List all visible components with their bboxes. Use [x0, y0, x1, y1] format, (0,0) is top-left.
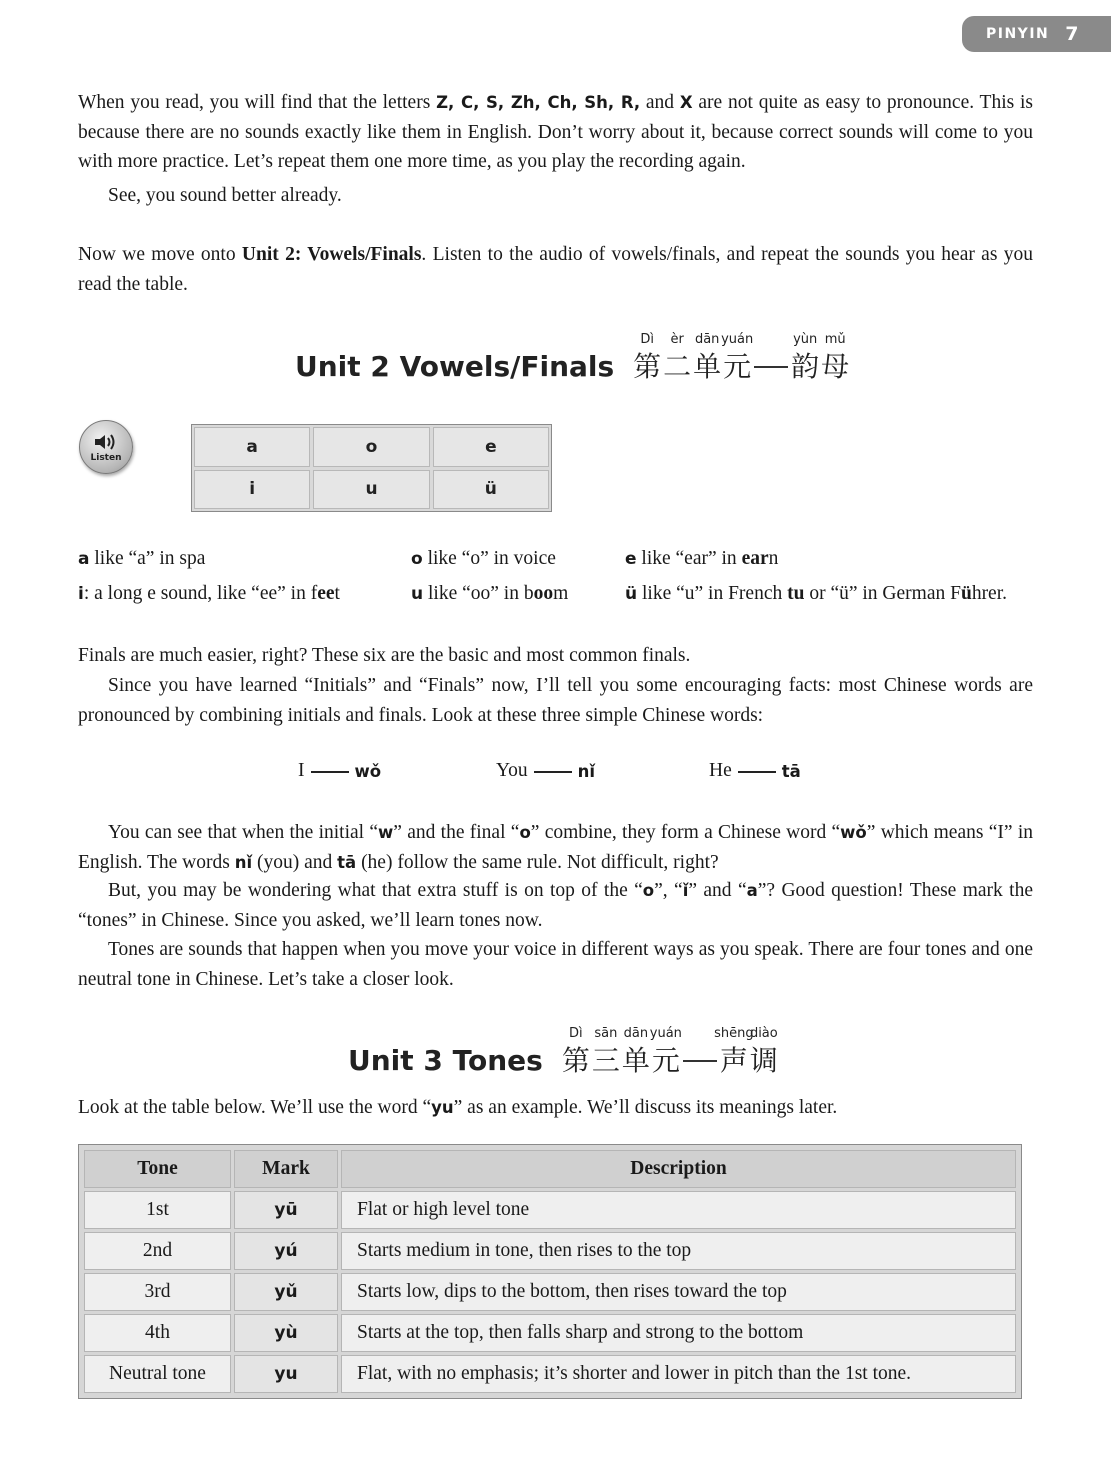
vowel-table [191, 424, 552, 512]
desc-text: like “ear” in [636, 548, 742, 569]
mark-cell: yū [234, 1191, 338, 1229]
vowel-cell: o [313, 427, 429, 467]
body-paragraph-5: Since you have learned “Initials” and “Finals” now, I’ll tell you some encouraging facts: most Chinese words are pronounced by combining initials and finals. Look at these three simple Chinese words: [78, 675, 1033, 726]
bold-letters: Z, C, S, Zh, Ch, Sh, R, [436, 93, 641, 112]
em-dash [683, 1060, 717, 1062]
cn-char [621, 1026, 651, 1078]
unit2-title: Unit 2 Vowels/Finals [295, 350, 615, 383]
vowel-key: a [78, 549, 90, 569]
cn-char [591, 1026, 621, 1078]
body-paragraph-8: Tones are sounds that happen when you move your voice in different ways as you speak. There are four tones and one neutral tone in Chinese. Let’s take a closer look. [78, 939, 1033, 990]
desc-text: hrer. [971, 583, 1008, 604]
vowel-key: o [411, 549, 423, 569]
pinyin: yùn [793, 332, 818, 347]
intro-paragraph-1 [78, 88, 1033, 177]
body-paragraph-7 [78, 876, 1033, 935]
hanzi: 第 [633, 350, 662, 383]
listen-label: Listen [90, 452, 122, 463]
section-label: PINYIN [986, 26, 1050, 42]
page-number: 7 [1065, 23, 1079, 45]
bold-run: yu [431, 1098, 454, 1117]
cn-char [820, 332, 850, 384]
vowel-cell: e [433, 427, 549, 467]
vowel-cell: a [194, 427, 310, 467]
vowel-key: e [625, 549, 637, 569]
listen-button[interactable] [79, 420, 133, 474]
cn-char [722, 332, 752, 384]
table-row [84, 1273, 1016, 1311]
vowel-cell: u [313, 470, 429, 510]
text-run: Look at the table below. We’ll use the word “ [78, 1097, 432, 1118]
cn-char [692, 332, 722, 384]
bold-letter-x: X [679, 93, 693, 112]
hanzi: 单 [693, 350, 722, 383]
pinyin: èr [670, 332, 684, 347]
page-header-tab [962, 16, 1111, 52]
text-run: ” and the final “ [393, 822, 520, 843]
mark-cell: yu [234, 1355, 338, 1393]
cn-char [561, 1026, 591, 1078]
hanzi: 三 [591, 1044, 620, 1077]
header-description: Description [341, 1150, 1016, 1188]
table-row [84, 1232, 1016, 1270]
dash-line [738, 771, 776, 773]
pinyin: mǔ [824, 332, 846, 347]
body-paragraph-6 [78, 818, 1033, 877]
desc-bold: tu [787, 583, 805, 604]
bold-run: w [378, 823, 394, 842]
unit3-intro [78, 1093, 1033, 1123]
mark-cell: yǔ [234, 1273, 338, 1311]
text-run: (he) follow the same rule. Not difficult, right? [356, 851, 719, 873]
desc-text: like “oo” in b [423, 583, 534, 604]
desc-text: t [334, 583, 340, 604]
word-en: He [709, 760, 732, 781]
bold-run: nǐ [234, 852, 253, 872]
vowel-cell: ü [433, 470, 549, 510]
desc-text: m [553, 583, 569, 604]
vowel-desc-o [411, 548, 556, 570]
body-paragraph-4: Finals are much easier, right? These six are the basic and most common finals. [78, 645, 691, 666]
intro-paragraph-2: See, you sound better already. [108, 185, 342, 206]
bold-run: ǐ [682, 881, 689, 900]
hanzi: 单 [621, 1044, 650, 1077]
word-pinyin: nǐ [577, 761, 596, 781]
desc-text: or “ü” in German F [804, 583, 961, 604]
pinyin: diào [749, 1026, 778, 1041]
text-run: But, you may be wondering what that extra stuff is on top of the “ [108, 880, 643, 901]
unit3-title: Unit 3 Tones [348, 1044, 543, 1077]
table-row [84, 1314, 1016, 1352]
bold-unit-ref: Unit 2: Vowels/Finals [241, 244, 422, 265]
bold-run: o [519, 823, 531, 842]
text-run: are not quite as easy to pronounce. This is because there are no sounds exactly like them in English. Don’t worry about it, because correct sounds will come to you with more practice. Let’s repeat them one more time, as you play the recording again. [78, 92, 1034, 172]
tone-table-grid [81, 1147, 1019, 1396]
cn-char [651, 1026, 681, 1078]
tone-cell: 1st [84, 1191, 231, 1229]
vowel-desc-u [411, 583, 568, 605]
cn-char [790, 332, 820, 384]
vowel-desc-u-umlaut [625, 583, 1007, 605]
header-mark: Mark [234, 1150, 338, 1188]
desc-text: n [768, 548, 779, 569]
word-example-i [298, 760, 381, 782]
pinyin: yuán [649, 1026, 682, 1041]
word-example-he [709, 760, 801, 782]
text-run: ”? Good question! These mark the “tones” in Chinese. Since you asked, we’ll learn tones now. [78, 880, 1034, 931]
unit3-chinese-title [561, 1026, 779, 1078]
cn-char [749, 1026, 779, 1078]
desc-bold: ear [741, 548, 769, 569]
desc-text: like “u” in French [637, 583, 788, 604]
word-pinyin: wǒ [354, 761, 382, 781]
mark-cell: yù [234, 1314, 338, 1352]
bold-run: tā [337, 852, 357, 872]
word-en: I [298, 760, 305, 781]
description-cell: Starts at the top, then falls sharp and strong to the bottom [341, 1314, 1016, 1352]
unit2-chinese-title [632, 332, 850, 384]
hanzi: 第 [561, 1044, 590, 1077]
hanzi: 元 [723, 350, 752, 383]
pinyin: Dì [640, 332, 654, 347]
text-run: When you read, you will find that the letters [78, 92, 437, 113]
table-header-row [84, 1150, 1016, 1188]
dash-line [534, 771, 572, 773]
word-en: You [496, 760, 528, 781]
vowel-desc-i [78, 583, 340, 605]
word-example-you [496, 760, 595, 782]
text-run: Now we move onto [78, 244, 242, 265]
hanzi: 二 [663, 350, 692, 383]
tone-cell: 3rd [84, 1273, 231, 1311]
description-cell: Flat or high level tone [341, 1191, 1016, 1229]
text-run: ” as an example. We’ll discuss its meanings later. [453, 1097, 838, 1118]
tone-table [78, 1144, 1022, 1399]
table-row [84, 1355, 1016, 1393]
text-run: (you) and [252, 851, 338, 873]
unit2-heading [295, 332, 850, 384]
cn-char [632, 332, 662, 384]
desc-text: : a long e sound, like “ee” in f [83, 583, 318, 604]
hanzi: 韵 [791, 350, 820, 383]
text-run: ” combine, they form a Chinese word “ [530, 822, 841, 843]
vowel-key: i [78, 584, 84, 604]
em-dash [754, 366, 788, 368]
pinyin: yuán [721, 332, 754, 347]
bold-run: o [642, 881, 655, 900]
description-cell: Starts low, dips to the bottom, then rises toward the top [341, 1273, 1016, 1311]
cn-char [662, 332, 692, 384]
text-run: You can see that when the initial “ [108, 822, 379, 843]
vowel-desc-a [78, 548, 205, 570]
desc-bold: ü [960, 583, 972, 604]
word-pinyin: tā [781, 761, 801, 781]
desc-text: like “o” in voice [422, 548, 556, 569]
desc-text: like “a” in spa [89, 548, 206, 569]
text-run: ” and “ [688, 880, 747, 901]
pinyin: sān [594, 1026, 618, 1041]
hanzi: 声 [719, 1044, 748, 1077]
desc-bold: oo [533, 583, 554, 604]
tone-cell: 4th [84, 1314, 231, 1352]
table-row [84, 1191, 1016, 1229]
bold-run: wǒ [840, 823, 867, 842]
hanzi: 母 [821, 350, 850, 383]
text-run: ”, “ [654, 880, 683, 901]
tone-cell: Neutral tone [84, 1355, 231, 1393]
description-cell: Flat, with no emphasis; it’s shorter and lower in pitch than the 1st tone. [341, 1355, 1016, 1393]
tone-cell: 2nd [84, 1232, 231, 1270]
description-cell: Starts medium in tone, then rises to the top [341, 1232, 1016, 1270]
vowel-cell: i [194, 470, 310, 510]
text-run: and [640, 92, 680, 113]
bold-run: a [746, 881, 758, 900]
pinyin: Dì [569, 1026, 583, 1041]
text-run: ” which means “I” in English. The words [78, 822, 1033, 873]
pinyin: shēng [714, 1026, 754, 1041]
mark-cell: yú [234, 1232, 338, 1270]
desc-bold: ee [317, 583, 335, 604]
pinyin: dān [694, 332, 720, 347]
intro-paragraph-3 [78, 240, 1033, 299]
vowel-key: ü [625, 584, 638, 604]
vowel-desc-e [625, 548, 778, 570]
cn-char [714, 1026, 754, 1078]
speaker-icon [93, 432, 119, 452]
hanzi: 元 [651, 1044, 680, 1077]
header-tone: Tone [84, 1150, 231, 1188]
unit3-heading [348, 1026, 779, 1078]
text-run: . Listen to the audio of vowels/finals, and repeat the sounds you hear as you read the table. [78, 244, 1033, 295]
hanzi: 调 [749, 1044, 778, 1077]
vowel-key: u [411, 584, 424, 604]
dash-line [311, 771, 349, 773]
pinyin: dān [623, 1026, 649, 1041]
